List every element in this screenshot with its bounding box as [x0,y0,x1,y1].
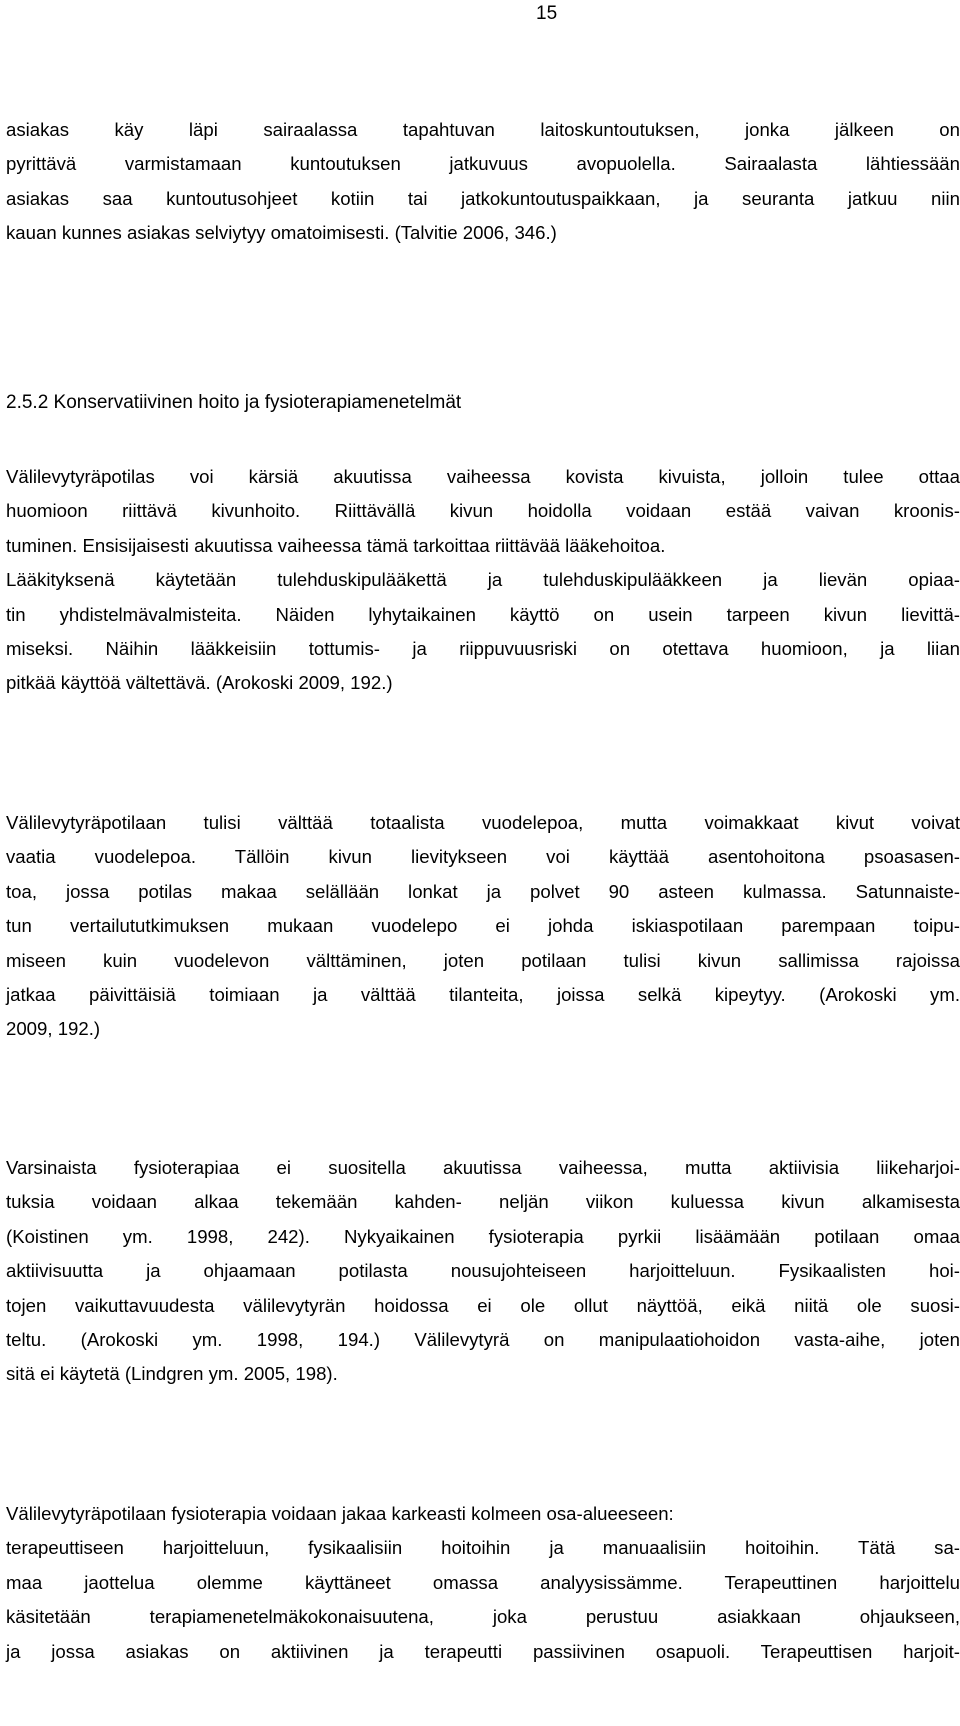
paragraph-line: jatkaa päivittäisiä toimiaan ja välttää tilanteita, joissa selkä kipeytyy. (Arokoski ym. [6,983,960,1005]
paragraph-1 [6,113,960,251]
paragraph-line: 2009, 192.) [6,1018,101,1040]
paragraph-line: Välilevytyräpotilaan tulisi välttää totaalista vuodelepoa, mutta voimakkaat kivut voivat [6,812,960,833]
paragraph-line: toa, jossa potilas makaa selällään lonkat ja polvet 90 asteen kulmassa. Satunnaiste- [6,880,960,902]
paragraph-line: ja jossa asiakas on aktiivinen ja terapeutti passiivinen osapuoli. Terapeuttisen harjoit- [6,1640,960,1662]
paragraph-line: kauan kunnes asiakas selviytyy omatoimisesti. (Talvitie 2006, 346.) [6,222,557,244]
paragraph-line: teltu. (Arokoski ym. 1998, 194.) Välilevytyrä on manipulaatiohoidon vasta-aihe, joten [6,1328,960,1350]
paragraph-line: Lääkityksenä käytetään tulehduskipulääkettä ja tulehduskipulääkkeen ja lievän opiaa- [6,569,960,591]
paragraph-line: aktiivisuutta ja ohjaamaan potilasta nousujohteiseen harjoitteluun. Fysikaalisten hoi- [6,1260,960,1282]
paragraph-line: terapeuttiseen harjoitteluun, fysikaalisiin hoitoihin ja manuaalisiin hoitoihin. Tätä sa- [6,1537,960,1559]
paragraph-line: vaatia vuodelepoa. Tällöin kivun lievitykseen voi käyttää asentohoitona psoasasen- [6,846,960,868]
paragraph-line: Varsinaista fysioterapiaa ei suositella akuutissa vaiheessa, mutta aktiivisia liikeharjoi- [6,1157,960,1178]
paragraph-2 [6,460,960,701]
paragraph-line: käsitetään terapiamenetelmäkokonaisuutena, joka perustuu asiakkaan ohjaukseen, [6,1606,960,1628]
paragraph-line: tuksia voidaan alkaa tekemään kahden- neljän viikon kuluessa kivun alkamisesta [6,1191,960,1213]
paragraph-line: miseen kuin vuodelevon välttäminen, joten potilaan tulisi kivun sallimissa rajoissa [6,949,960,971]
paragraph-line: tuminen. Ensisijaisesti akuutissa vaiheessa tämä tarkoittaa riittävää lääkehoitoa. [6,534,666,556]
section-heading: 2.5.2 Konservatiivinen hoito ja fysioterapiamenetelmät [6,392,462,413]
paragraph-line: tin yhdistelmävalmisteita. Näiden lyhytaikainen käyttö on usein tarpeen kivun lievittä- [6,603,960,625]
page-number: 15 [536,3,558,24]
paragraph-line: tun vertailututkimuksen mukaan vuodelepo ei johda iskiaspotilaan parempaan toipu- [6,915,960,937]
paragraph-line: Välilevytyräpotilas voi kärsiä akuutissa vaiheessa kovista kivuista, jolloin tulee ottaa [6,466,960,487]
paragraph-line: asiakas saa kuntoutusohjeet kotiin tai jatkokuntoutuspaikkaan, ja seuranta jatkuu niin [6,187,960,209]
paragraph-line: miseksi. Näihin lääkkeisiin tottumis- ja riippuvuusriski on otettava huomioon, ja liian [6,637,960,659]
paragraph-line: pitkää käyttöä vältettävä. (Arokoski 2009, 192.) [6,672,393,694]
paragraph-5 [6,1497,960,1669]
paragraph-line: huomioon riittävä kivunhoito. Riittävällä kivun hoidolla voidaan estää vaivan kroonis- [6,500,960,522]
paragraph-line: Välilevytyräpotilaan fysioterapia voidaan jakaa karkeasti kolmeen osa-alueeseen: [6,1503,674,1524]
paragraph-line: maa jaottelua olemme käyttäneet omassa analyysissämme. Terapeuttinen harjoittelu [6,1571,960,1593]
paragraph-3 [6,806,960,1047]
paragraph-line: tojen vaikuttavuudesta välilevytyrän hoidossa ei ole ollut näyttöä, eikä niitä ole suosi- [6,1294,960,1316]
paragraph-line: pyrittävä varmistamaan kuntoutuksen jatkuvuus avopuolella. Sairaalasta lähtiessään [6,153,960,175]
paragraph-line: (Koistinen ym. 1998, 242). Nykyaikainen fysioterapia pyrkii lisäämään potilaan omaa [6,1225,960,1247]
paragraph-line: asiakas käy läpi sairaalassa tapahtuvan laitoskuntoutuksen, jonka jälkeen on [6,119,960,140]
paragraph-line: sitä ei käytetä (Lindgren ym. 2005, 198). [6,1363,338,1385]
paragraph-4 [6,1151,960,1392]
